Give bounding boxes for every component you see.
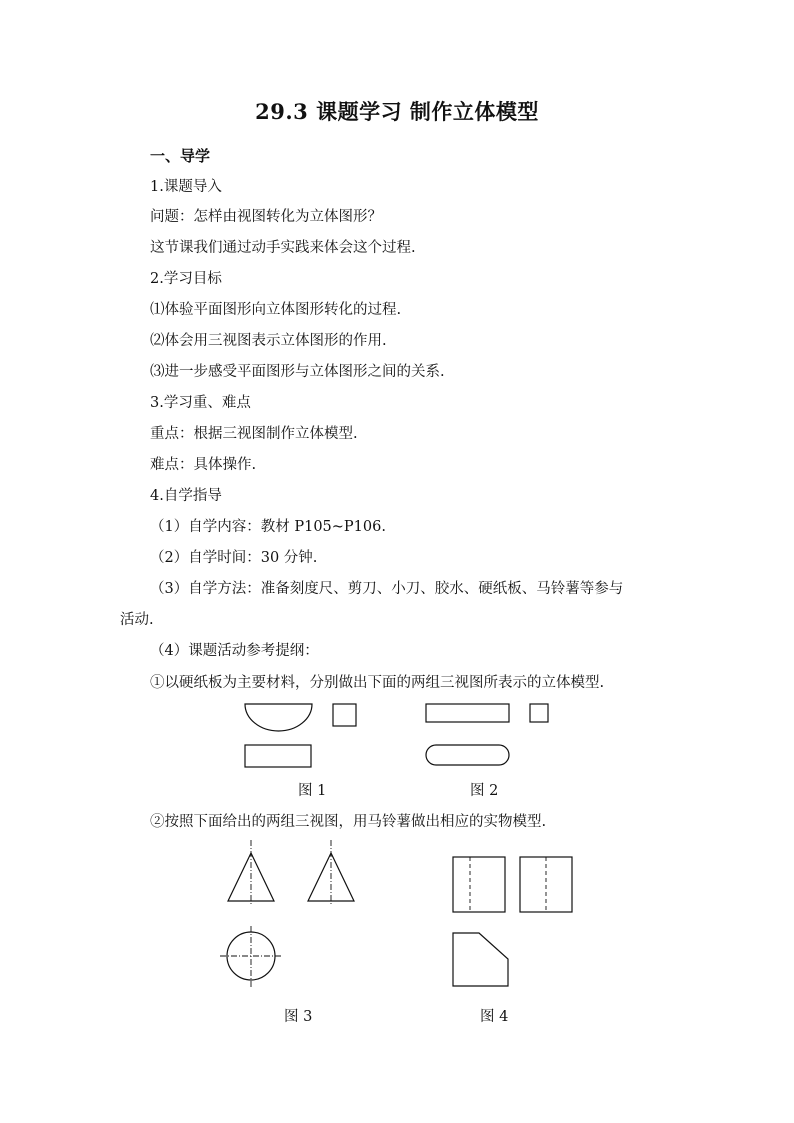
- page-title: 29.3 课题学习 制作立体模型: [255, 99, 539, 124]
- guide-item-4: （4）课题活动参考提纲：: [150, 643, 319, 659]
- guide-item-3: （3）自学方法：准备刻度尺、剪刀、小刀、胶水、硬纸板、马铃薯等参与: [150, 581, 624, 597]
- fig2-caption: 图 2: [470, 783, 499, 799]
- fig2-top-view-rounded: [426, 745, 509, 765]
- intro-heading: 1.课题导入: [150, 179, 222, 195]
- fig1-front-view-semicircle: [245, 704, 312, 731]
- fig1-caption: 图 1: [298, 783, 327, 799]
- intro-text: 这节课我们通过动手实践来体会这个过程.: [150, 240, 416, 256]
- goal-2: ⑵体会用三视图表示立体图形的作用.: [150, 333, 387, 349]
- key-point: 重点：根据三视图制作立体模型.: [150, 426, 358, 442]
- difficulty: 难点：具体操作.: [150, 457, 257, 473]
- guide-heading: 4.自学指导: [150, 488, 222, 504]
- guide-item-3-continued: 活动.: [120, 612, 154, 628]
- section-heading: 一、导学: [150, 147, 211, 165]
- fig4-front-view-square: [453, 857, 505, 912]
- fig3-caption: 图 3: [284, 1009, 313, 1025]
- task-1: ①以硬纸板为主要材料，分别做出下面的两组三视图所表示的立体模型.: [150, 675, 605, 691]
- fig4-caption: 图 4: [480, 1009, 509, 1025]
- fig1-top-view-rectangle: [245, 745, 311, 767]
- goal-3: ⑶进一步感受平面图形与立体图形之间的关系.: [150, 364, 445, 380]
- guide-item-1: （1）自学内容：教材 P105~P106.: [150, 519, 386, 535]
- key-heading: 3.学习重、难点: [150, 395, 251, 411]
- fig1-side-view-square: [333, 704, 356, 726]
- fig2-side-view-square: [530, 704, 548, 722]
- goal-1: ⑴体验平面图形向立体图形转化的过程.: [150, 302, 402, 318]
- fig4-top-view-pentagon: [453, 933, 508, 986]
- goals-heading: 2.学习目标: [150, 271, 222, 287]
- question-text: 问题：怎样由视图转化为立体图形？: [150, 209, 382, 225]
- guide-item-2: （2）自学时间：30 分钟.: [150, 550, 318, 566]
- task-2: ②按照下面给出的两组三视图，用马铃薯做出相应的实物模型.: [150, 814, 547, 830]
- fig2-front-view-rectangle: [426, 704, 509, 722]
